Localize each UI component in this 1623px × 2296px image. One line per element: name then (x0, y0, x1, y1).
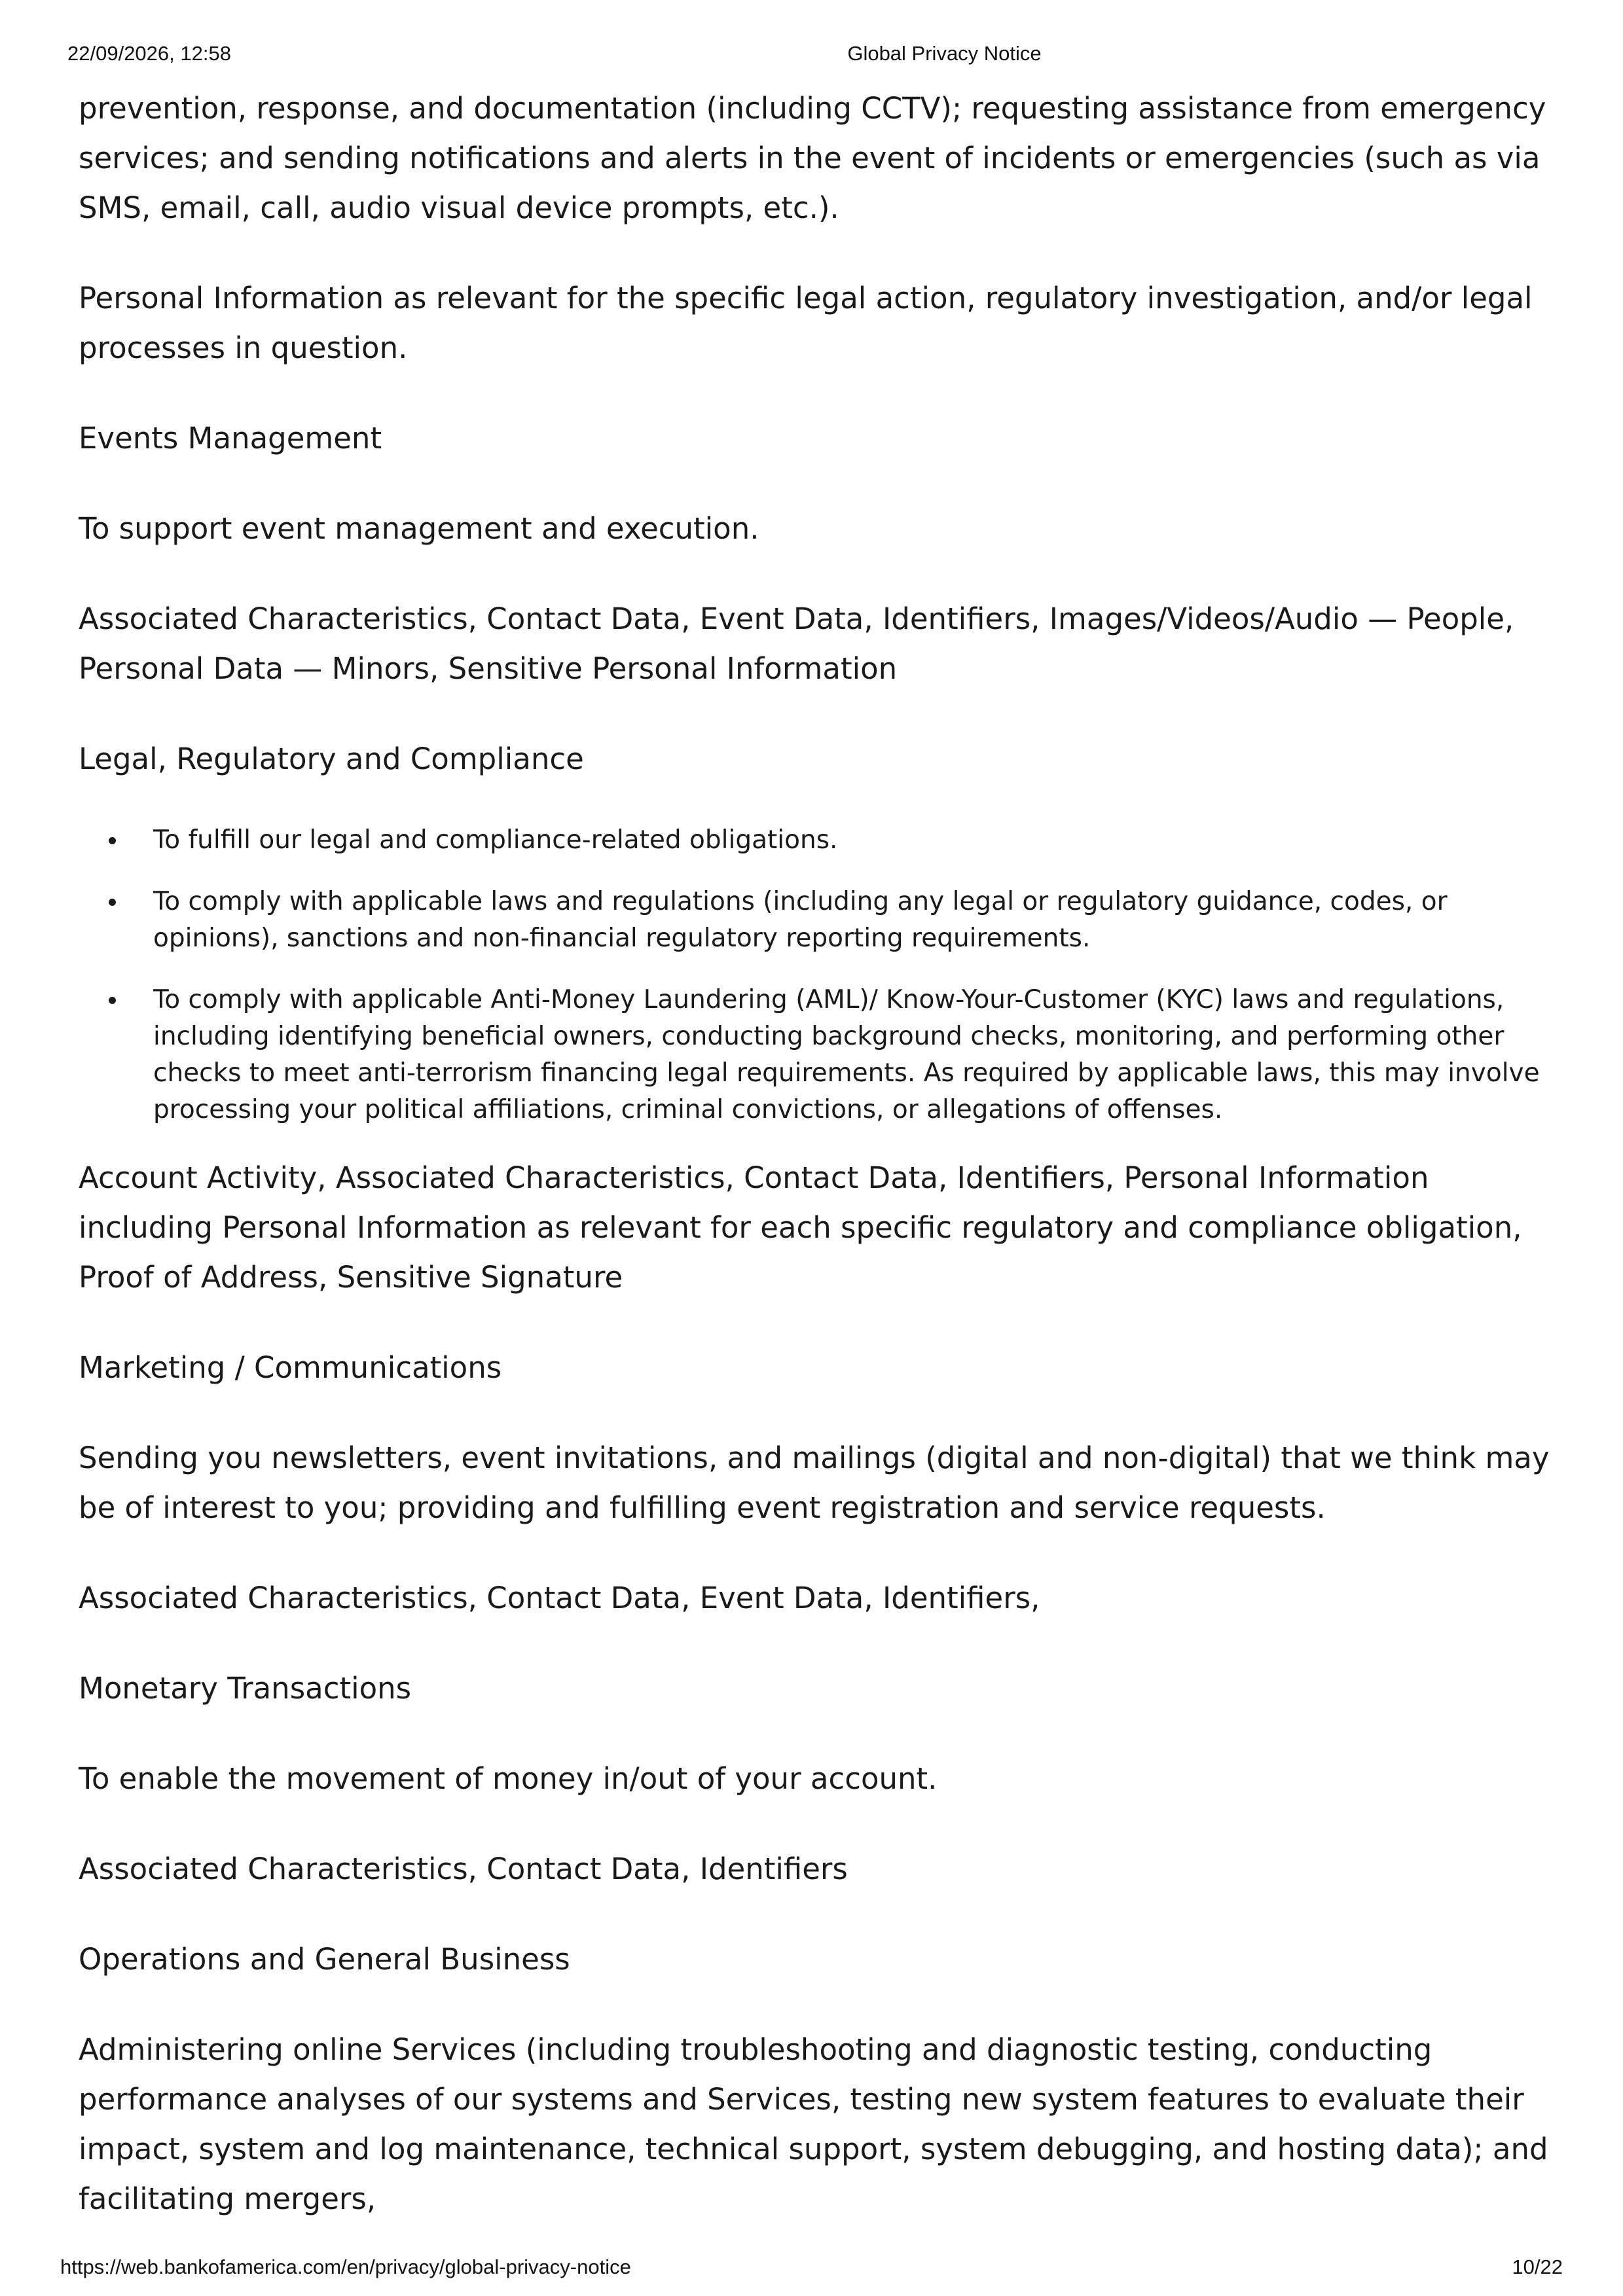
marketing-data-categories: Associated Characteristics, Contact Data, Event Data, Identifiers, (79, 1581, 1040, 1615)
section-heading-operations: Operations and General Business (79, 1942, 570, 1977)
list-item: To comply with applicable Anti-Money Laundering (AML)/ Know-Your-Customer (KYC) laws and regulations, including identifying beneficial owners, conducting background checks, monitoring, and performing other checks to meet anti-terrorism financing legal requirements. As required by applicable laws, this may involve processing your political affiliations, criminal convictions, or allegations of offenses. (153, 982, 1558, 1128)
document-body (79, 84, 1558, 2224)
list-item: To comply with applicable laws and regulations (including any legal or regulatory guidance, codes, or opinions), sanctions and non-financial regulatory reporting requirements. (153, 884, 1558, 957)
page-url: https://web.bankofamerica.com/en/privacy/global-privacy-notice (60, 2255, 631, 2278)
section-heading-monetary: Monetary Transactions (79, 1671, 412, 1706)
monetary-purpose: To enable the movement of money in/out of your account. (79, 1761, 938, 1796)
section-heading-events: Events Management (79, 421, 382, 456)
page-number: 10/22 (1512, 2255, 1563, 2278)
events-data-categories: Associated Characteristics, Contact Data, Event Data, Identifiers, Images/Videos/Audio — People, Personal Data — Minors, Sensitive Personal Information (79, 601, 1514, 686)
paragraph-continued: prevention, response, and documentation (including CCTV); requesting assistance from emergency services; and sending notifications and alerts in the event of incidents or emergencies (such as via SMS, email, call, audio visual device prompts, etc.). (79, 91, 1546, 225)
marketing-purpose: Sending you newsletters, event invitations, and mailings (digital and non-digital) that we think may be of interest to you; providing and fulfilling event registration and service requests. (79, 1441, 1550, 1525)
print-datetime: 22/09/2026, 12:58 (67, 42, 231, 65)
list-item: To fulfill our legal and compliance-related obligations. (153, 822, 1558, 859)
section-heading-legal: Legal, Regulatory and Compliance (79, 742, 584, 776)
events-purpose: To support event management and execution. (79, 511, 759, 546)
legal-bullet-list (79, 822, 1558, 1128)
paragraph-legal-processes: Personal Information as relevant for the specific legal action, regulatory investigation, and/or legal processes in question. (79, 281, 1533, 365)
operations-purpose: Administering online Services (including troubleshooting and diagnostic testing, conducting performance analyses of our systems and Services, testing new system features to evaluate their impact, system and log maintenance, technical support, system debugging, and hosting data); and facilitating mergers, (79, 2032, 1548, 2216)
legal-data-categories: Account Activity, Associated Characteristics, Contact Data, Identifiers, Personal Information including Personal Information as relevant for each specific regulatory and compliance obligation, Proof of Address, Sensitive Signature (79, 1160, 1522, 1295)
section-heading-marketing: Marketing / Communications (79, 1350, 502, 1385)
page-title: Global Privacy Notice (847, 42, 1042, 65)
monetary-data-categories: Associated Characteristics, Contact Data, Identifiers (79, 1852, 848, 1886)
